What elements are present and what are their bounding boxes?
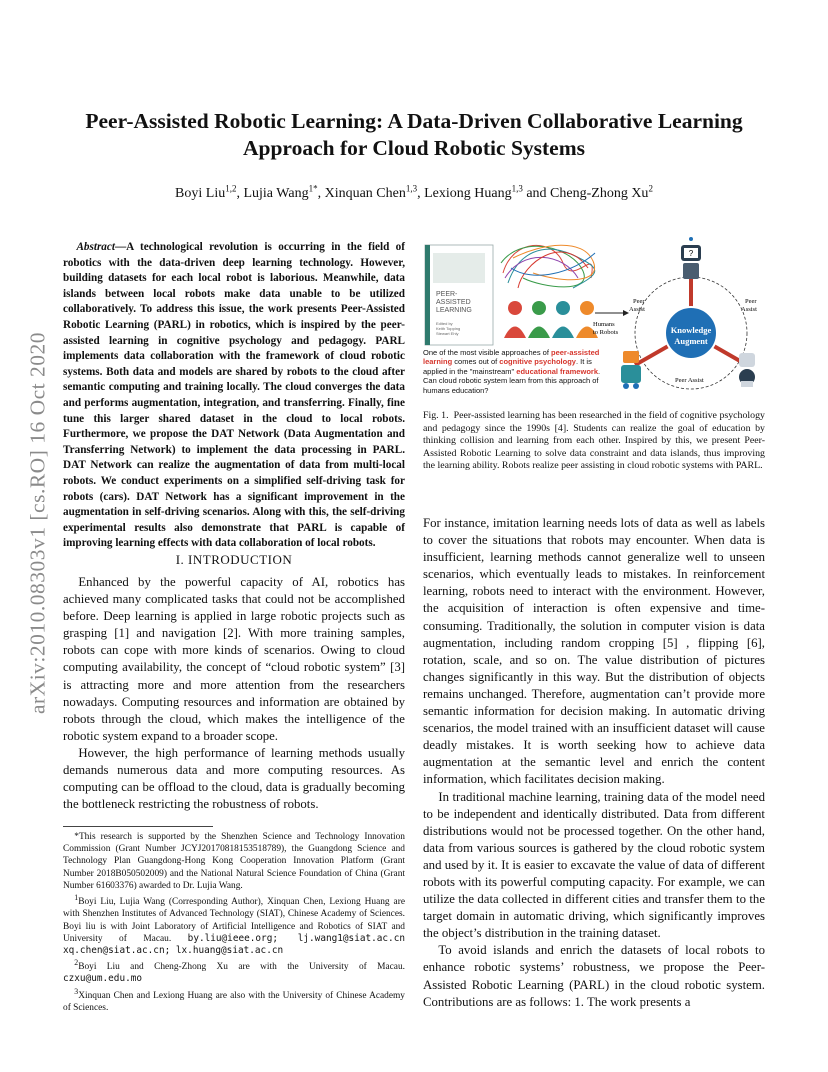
- figure-1: [423, 233, 765, 403]
- robot-top-icon: [681, 237, 701, 279]
- book-title-2: ASSISTED: [436, 299, 471, 306]
- book-image: [433, 253, 485, 283]
- author: Xinquan Chen$^{1,3}$,: [324, 183, 425, 201]
- hub-label-2: Augment: [674, 336, 708, 346]
- book-editors-1: Edited by: [436, 321, 453, 326]
- book-editors-2: Keith Topping: [436, 326, 461, 331]
- abstract-text: A technological revolution is occurring in the field of robotics with the data-driven deep learning technology. However, building datasets for each local robot is laborious. Meanwhile, data islands between local robots make data unable to be utilized collaboratively. To address this issue, the work presents Peer-Assisted Robotic Learning (PARL) in robotics, which is inspired by the peer-assisted learning in cognitive psychology and pedagogy. PARL implements data collaboration with the framework of cloud robotic systems. Both data and models are shared by robots to the cloud after semantic computing and training locally. The cloud converges the data and performs augmentation, integration, and transferring. Finally, fine tune this larger shared dataset in the cloud to local robots. Furthermore, we propose the DAT Network (Data Augmentation and Transferring Network) to implement the data processing in PARL. DAT Network can realize the augmentation of data from multi-local robots. We conduct experiments on a simplified self-driving task for robots (cars). DAT Network has a significant improvement in the augmentation in self-driving scenarios. Along with this, the self-driving experimental results also demonstrate that PARL is capable of improving learning effects with data collaboration of local robots.: [63, 241, 405, 550]
- tangled-thoughts-illustration: [501, 245, 595, 288]
- footnote-3: $^3$Xinquan Chen and Lexiong Huang are also with the University of Chinese Academy of Sciences.: [63, 986, 405, 1014]
- robot-left-icon: [621, 351, 641, 389]
- book-editors-3: Stewart Ehly: [436, 331, 459, 336]
- figure-caption-text: Peer-assisted learning has been researched in the field of cognitive psychology and pedagogy since the 1990s [4]. Students can realize the goal of education by thinking collision and learning from each other. Inspired by this, we present Peer-Assisted Robotic Learning to solve data constraint and data islands, thus improving the learning ability. Robots realize peer assisting in cloud robotic systems with PARL.: [423, 410, 765, 472]
- author: Lujia Wang$^{1*}$,: [243, 183, 325, 201]
- section-heading: I. INTRODUCTION: [175, 552, 293, 567]
- paragraph: In traditional machine learning, training data of the model need to be independent and identically distributed. Data from different distributions would not be processed together. On the other hand, data from various sources is gathered by the cloud robotic system and used by it. It is easier to excavate the value of data of different robots with its powerful computing capacity. For example, we can utilize the data collected in different cities and transfer them to the target domain in automatic driving, which significantly improves the object’s distribution in the training dataset.: [423, 789, 765, 941]
- figure-caption-label: Fig. 1.: [423, 410, 449, 421]
- left-column-body: [63, 574, 405, 813]
- cloud-network-diagram: [621, 237, 757, 389]
- footnote-2: $^2$Boyi Liu and Cheng-Zhong Xu are with the University of Macau. czxu@um.edu.mo: [63, 958, 405, 985]
- footnote-emails[interactable]: by.liu@ieee.org; lj.wang1@siat.ac.cn xq.chen@siat.ac.cn; lx.huang@siat.ac.cn: [63, 932, 405, 956]
- author: Cheng-Zhong Xu$^2$: [550, 183, 653, 201]
- author: Lexiong Huang$^{1,3}$ and: [424, 183, 551, 201]
- footnote-rule: [63, 826, 213, 827]
- paragraph: Enhanced by the powerful capacity of AI, robotics has achieved many complicated tasks that could not be accomplished before. Deep learning is applied in large robotic projects such as grasping [1] and navigation [2]. With more training samples, robots can cope with more kinds of scenarios. Owing to cloud computing availability, the concept of “cloud robotic system” [3] is attracting more and more attention from the researchers nowadays. Computing resources and information are obtained by robots through the cloud, which makes the intelligence of the robotic system expand to a broader scope.: [63, 575, 405, 743]
- author: Boyi Liu$^{1,2}$,: [175, 183, 244, 201]
- robot-right-icon: [739, 353, 755, 387]
- peer-assist-bottom: Peer Assist: [675, 377, 704, 384]
- paragraph: To avoid islands and enrich the datasets of local robots to enhance robotic systems’ robustness, we propose the Peer-Assisted Robotic Learning (PARL) in the cloud robotic system. Contributions are as follows: 1. The work presents a: [423, 943, 765, 1009]
- peer-assist-left-1: Peer: [633, 298, 645, 305]
- author-list: [60, 183, 768, 202]
- title-line-1: Peer-Assisted Robotic Learning: A Data-Driven Collaborative Learning: [85, 109, 743, 133]
- students-illustration: [504, 301, 598, 338]
- peer-assist-right-2: Assist: [741, 306, 757, 313]
- abstract-label: Abstract: [76, 241, 115, 253]
- hub-label-1: Knowledge: [670, 325, 712, 335]
- svg-text:?: ?: [688, 249, 694, 258]
- footnote-funding: *This research is supported by the Shenzhen Science and Technology Innovation Commission (Grant Number JCYJ20170818153518789), the Guangdong Science and Technology Plan Guangdong-Hong Kong Cooperation Innovation Platform (Grant Number 2018B050502009) and the National Natural Science Foundation of China (Grant Number 61603376) awarded to Dr. Lujia Wang.: [63, 832, 405, 891]
- paper-title: [60, 108, 768, 162]
- title-line-2: Approach for Cloud Robotic Systems: [242, 136, 586, 160]
- book-title-3: LEARNING: [436, 307, 472, 314]
- book-spine: [425, 245, 430, 345]
- figure-caption: [423, 410, 765, 473]
- footnotes: [63, 831, 405, 1014]
- paragraph: However, the high performance of learning methods usually demands numerous data and more computing resources. As computing can be offload to the cloud, data is gradually becoming the bottleneck restricting the robustness of robots.: [63, 745, 405, 812]
- book-title-1: PEER-: [436, 291, 458, 298]
- abstract: Abstract—A technological revolution is occurring in the field of robotics with the data-driven deep learning technology. However, building datasets for each local robot is laborious. Meanwhile, data islands between local robots make data unable to be utilized collaboratively. To address this issue, the work presents Peer-Assisted Robotic Learning (PARL) in robotics, which is inspired by the peer-assisted learning in cognitive psychology and pedagogy. PARL implements data collaboration with the framework of cloud robotic systems. Both data and models are shared by robots to the cloud after semantic computing and training locally. The cloud converges the data and performs augmentation, integration, and transferring. Finally, fine tune this larger shared dataset in the cloud to local robots. Furthermore, we propose the DAT Network (Data Augmentation and Transferring Network) to implement the data processing in PARL. DAT Network can realize the augmentation of data from multi-local robots. We conduct experiments on a simplified self-driving task for robots (cars). DAT Network has a significant improvement in the augmentation in self-driving scenarios. Along with this, the self-driving experimental results also demonstrate that PARL is capable of improving learning effects with data collaboration of local robots.: [63, 241, 405, 550]
- book-caption: One of the most visible approaches of peer-assisted learning comes out of cognitive psychology. It is applied in the "mainstream" educational framework. Can cloud robotic system learn from this approach of humans education?: [423, 348, 601, 395]
- footnote-1: $^1$Boyi Liu, Lujia Wang (Corresponding Author), Xinquan Chen, Lexiong Huang are with Shenzhen Institutes of Advanced Technology (SIAT), Chinese Academy of Sciences. Boyi liu is with Joint Laboratory of Artificial Intelligence and Robotics of SIAT and University of Macau. by.liu@ieee.org; lj.wang1@siat.ac.cn xq.chen@siat.ac.cn; lx.huang@siat.ac.cn: [63, 893, 405, 956]
- paragraph: For instance, imitation learning needs lots of data as well as labels to cover the situations that robots may encounter. When data is insufficient, learning methods cannot generalize well to unseen scenarios, which eventually leads to mistakes. In reinforcement learning, robots need to interact with the environment. However, the acquisition of interaction is often expensive and time-consuming. Traditionally, the solution in computer vision is data augmentation, including random cropping [5] , flipping [6], rotation, scale, and so on. The value distribution of pictures changes significantly in this way. But the distribution of objects remains unchanged. Therefore, augmentation can’t provide more semantic information for decision making. In automatic driving scenarios, the model trained with an insufficient dataset will cause deadly mistakes. It is worth seeking how to achieve data augmentation at the semantic level and enrich the content information, which facilitates decision making.: [423, 516, 765, 787]
- humans-label-1: Humans: [593, 321, 615, 328]
- arxiv-side-identifier: arXiv:2010.08303v1 [cs.RO] 16 Oct 2020: [25, 331, 50, 715]
- peer-assist-left-2: Assist: [629, 306, 645, 313]
- right-column-body: [423, 515, 765, 1011]
- humans-label-2: to Robots: [593, 329, 619, 336]
- peer-assist-right-1: Peer: [745, 298, 757, 305]
- footnote-email[interactable]: czxu@um.edu.mo: [63, 973, 143, 985]
